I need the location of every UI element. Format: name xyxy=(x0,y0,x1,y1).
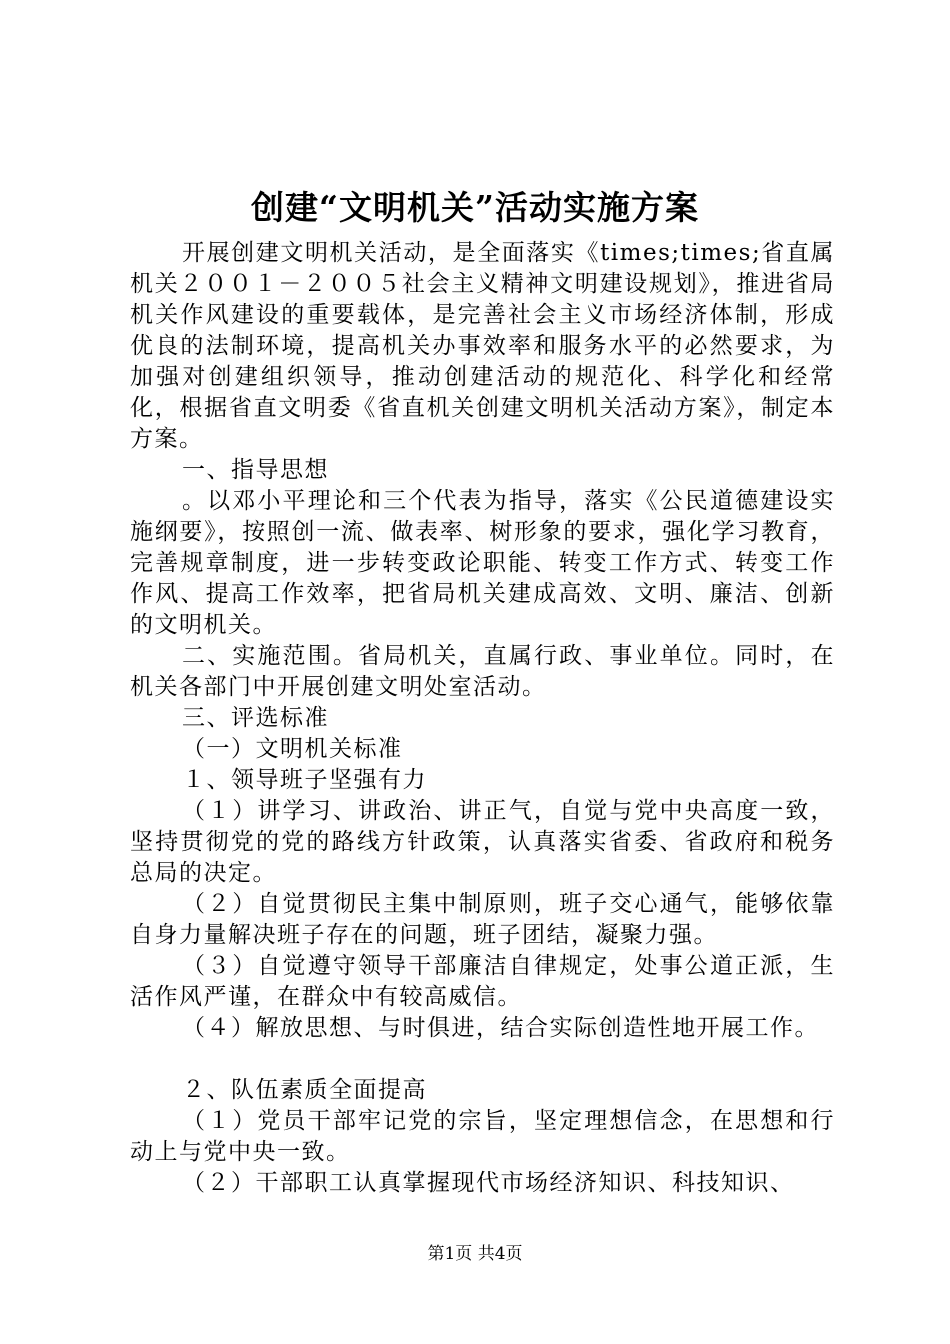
blank-line xyxy=(130,1044,835,1075)
item-heading-leadership: １、领导班子坚强有力 xyxy=(182,767,427,793)
guiding-ideology-paragraph: 。以邓小平理论和三个代表为指导，落实《公民道德建设实施纲要》，按照创一流、做表率、树形象的要求，强化学习教育，完善规章制度，进一步转变政论职能、转变工作方式、转变工作作风、提高工作效率，把省局机关建成高效、文明、廉洁、创新的文明机关。 xyxy=(130,488,835,638)
intro-paragraph: 开展创建文明机关活动，是全面落实《times;times;省直属机关２００１－２００５社会主义精神文明建设规划》，推进省局机关作风建设的重要载体，是完善社会主义市场经济体制，形成优良的法制环境，提高机关办事效率和服务水平的必然要求，为加强对创建组织领导，推动创建活动的规范化、科学化和经常化，根据省直文明委《省直机关创建文明机关活动方案》，制定本方案。 xyxy=(130,240,835,452)
team-quality-item-2: （２）干部职工认真掌握现代市场经济知识、科技知识、 xyxy=(182,1170,795,1196)
scope-paragraph: 二、实施范围。省局机关，直属行政、事业单位。同时，在机关各部门中开展创建文明处室活动。 xyxy=(130,643,835,700)
leadership-item-3: （３）自觉遵守领导干部廉洁自律规定，处事公道正派，生活作风严谨，在群众中有较高威信。 xyxy=(130,953,835,1010)
section-heading-criteria: 三、评选标准 xyxy=(182,705,329,731)
subsection-heading-civilized-organ: （一）文明机关标准 xyxy=(182,736,403,762)
leadership-item-2: （２）自觉贯彻民主集中制原则，班子交心通气，能够依靠自身力量解决班子存在的问题，班子团结，凝聚力强。 xyxy=(130,891,835,948)
section-heading-guiding-ideology: 一、指导思想 xyxy=(182,457,329,483)
leadership-item-4: （４）解放思想、与时俱进，结合实际创造性地开展工作。 xyxy=(182,1015,819,1041)
leadership-item-1: （１）讲学习、讲政治、讲正气，自觉与党中央高度一致，坚持贯彻党的党的路线方针政策，认真落实省委、省政府和税务总局的决定。 xyxy=(130,798,835,886)
document-body xyxy=(130,238,835,1199)
document-title: 创建“文明机关”活动实施方案 xyxy=(251,188,699,227)
page-footer: 第1页 共4页 xyxy=(427,1244,523,1264)
team-quality-item-1: （１）党员干部牢记党的宗旨，坚定理想信念，在思想和行动上与党中央一致。 xyxy=(130,1108,835,1165)
item-heading-team-quality: ２、队伍素质全面提高 xyxy=(182,1077,427,1103)
